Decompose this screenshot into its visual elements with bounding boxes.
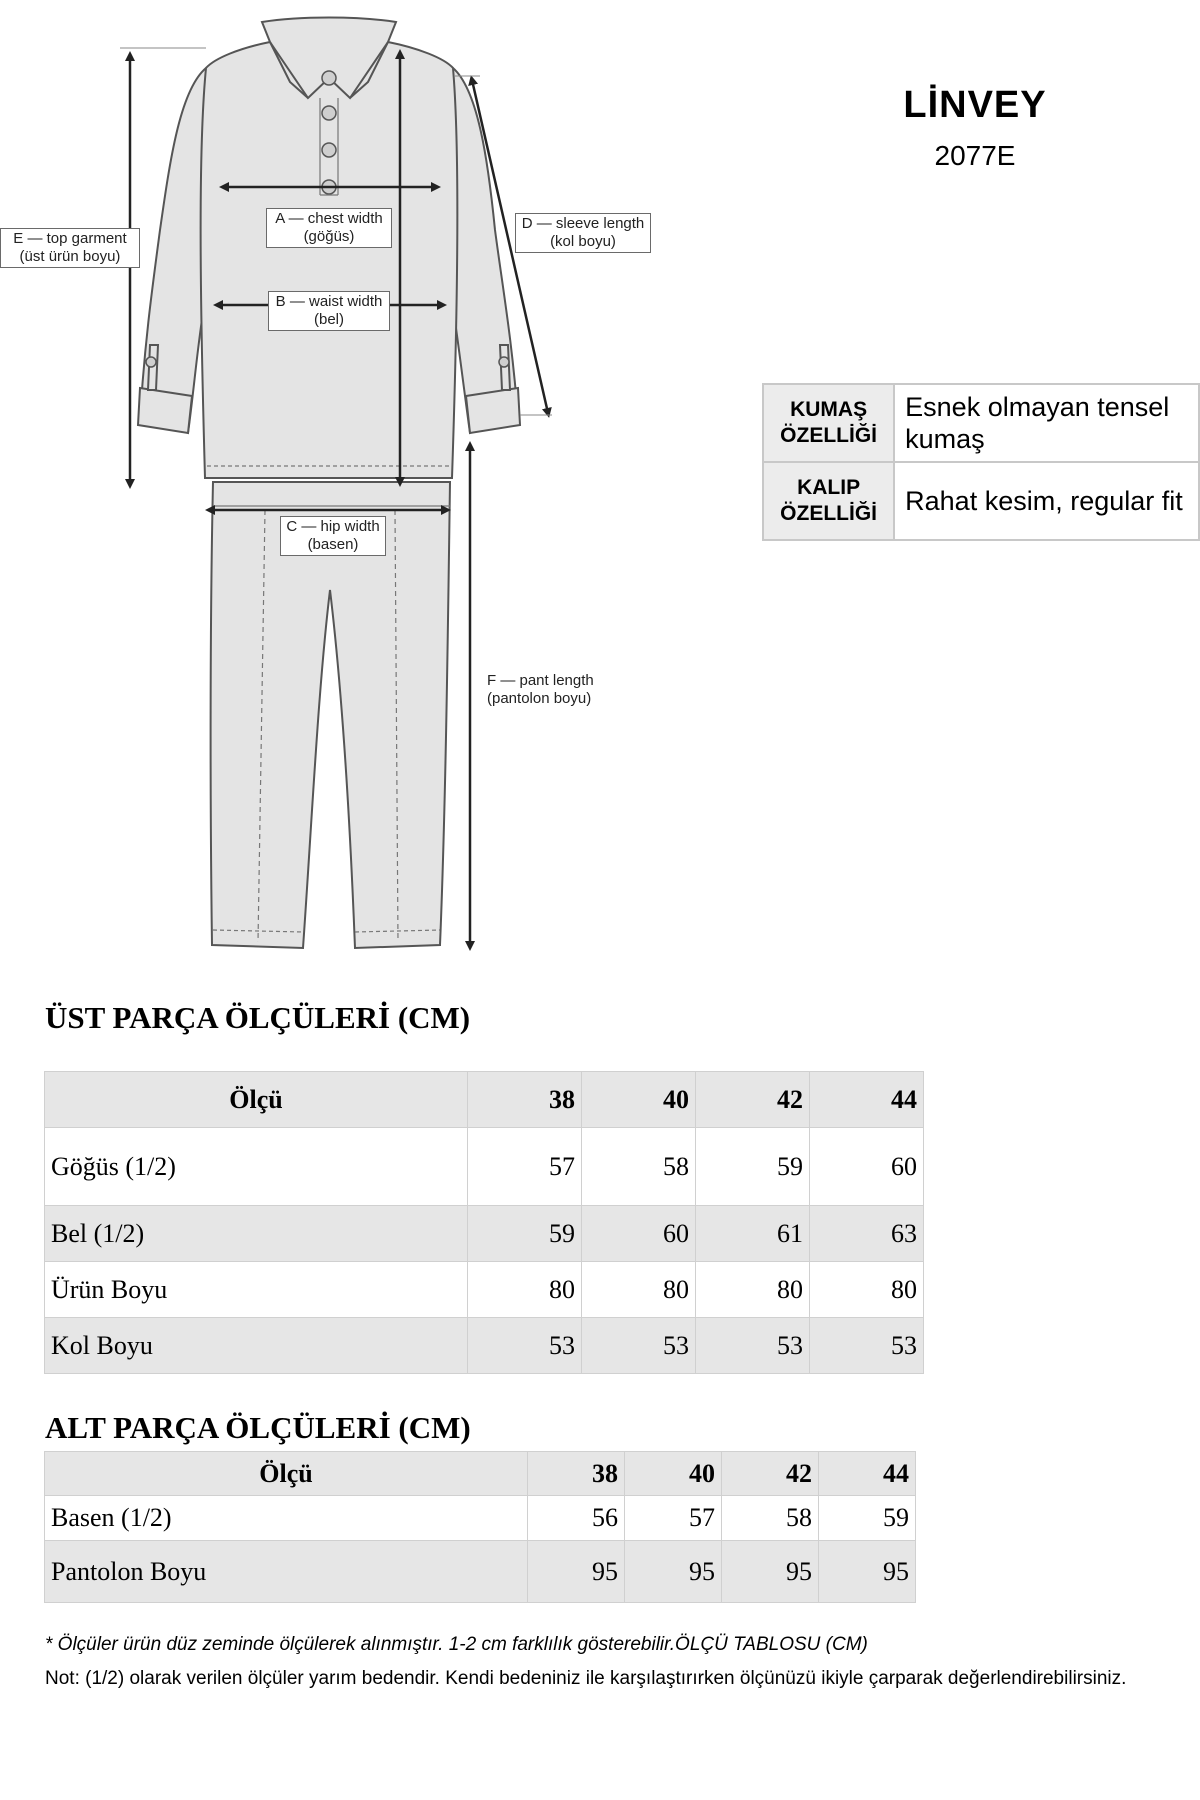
top-header-label: Ölçü: [45, 1072, 468, 1128]
top-header-size: 44: [810, 1072, 924, 1128]
top-garment-label: [0, 228, 140, 268]
row-value: 53: [468, 1318, 582, 1374]
bottom-header-label: Ölçü: [45, 1452, 528, 1496]
row-value: 80: [696, 1262, 810, 1318]
chest-width-label-line1: A — chest width: [275, 210, 383, 227]
spec-value-fit: Rahat kesim, regular fit: [894, 462, 1199, 540]
row-value: 60: [582, 1206, 696, 1262]
row-value: 59: [468, 1206, 582, 1262]
row-value: 57: [625, 1496, 722, 1541]
bottom-table-title: ALT PARÇA ÖLÇÜLERİ (CM): [45, 1410, 471, 1445]
spec-key-line2: ÖZELLİĞİ: [780, 502, 877, 525]
top-size-table: [44, 1071, 924, 1374]
spec-key-fit: [763, 462, 894, 540]
bottom-header-size: 40: [625, 1452, 722, 1496]
row-value: 53: [582, 1318, 696, 1374]
row-value: 95: [722, 1541, 819, 1603]
top-table-title: ÜST PARÇA ÖLÇÜLERİ (CM): [45, 1000, 471, 1035]
bottom-header-size: 38: [528, 1452, 625, 1496]
hip-width-label-line1: C — hip width: [286, 518, 380, 535]
bottom-header-size: 44: [819, 1452, 916, 1496]
sleeve-length-label-line1: D — sleeve length: [521, 215, 645, 232]
pant-length-label-line2: (pantolon boyu): [487, 690, 592, 707]
row-value: 58: [722, 1496, 819, 1541]
table-row: [45, 1262, 924, 1318]
spec-row-fabric: [763, 384, 1199, 462]
row-name: Basen (1/2): [45, 1496, 528, 1541]
table-row: [45, 1541, 916, 1603]
row-value: 56: [528, 1496, 625, 1541]
row-value: 59: [696, 1128, 810, 1206]
brand-name: LİNVEY: [903, 84, 1047, 126]
spec-value-fabric: Esnek olmayan tensel kumaş: [894, 384, 1199, 462]
spec-row-fit: [763, 462, 1199, 540]
spec-key-line2: ÖZELLİĞİ: [780, 424, 877, 447]
row-value: 59: [819, 1496, 916, 1541]
garment-diagram: [0, 0, 720, 980]
row-name: Göğüs (1/2): [45, 1128, 468, 1206]
spec-key-line1: KUMAŞ: [790, 398, 868, 421]
table-row: [45, 1206, 924, 1262]
model-code: 2077E: [934, 140, 1016, 171]
spec-key-fabric: [763, 384, 894, 462]
top-garment-label-line2: (üst ürün boyu): [19, 248, 121, 265]
spec-key-line1: KALIP: [797, 476, 861, 499]
table-row: [45, 1496, 916, 1541]
row-value: 53: [810, 1318, 924, 1374]
row-value: 63: [810, 1206, 924, 1262]
chest-width-label-line2: (göğüs): [303, 228, 355, 245]
table-row: [45, 1318, 924, 1374]
row-value: 80: [582, 1262, 696, 1318]
hip-width-label: [280, 516, 386, 556]
half-size-note: Not: (1/2) olarak verilen ölçüler yarım bedendir. Kendi bedeniniz ile karşılaştırırken ölçünüzü ikiyle çarparak değerlendirebilirsiniz.: [45, 1668, 1127, 1689]
row-value: 80: [468, 1262, 582, 1318]
row-name: Kol Boyu: [45, 1318, 468, 1374]
waist-width-label-line1: B — waist width: [275, 293, 383, 310]
pant-length-label-line1: F — pant length: [487, 672, 594, 689]
row-value: 95: [819, 1541, 916, 1603]
row-name: Pantolon Boyu: [45, 1541, 528, 1603]
top-header-size: 38: [468, 1072, 582, 1128]
waist-width-label: [268, 291, 390, 331]
bottom-size-table: [44, 1451, 916, 1603]
row-value: 61: [696, 1206, 810, 1262]
top-header-size: 42: [696, 1072, 810, 1128]
hip-width-label-line2: (basen): [307, 536, 359, 553]
row-value: 57: [468, 1128, 582, 1206]
top-header-size: 40: [582, 1072, 696, 1128]
pant-length-label: [487, 672, 594, 708]
spec-table: [762, 383, 1200, 541]
top-garment-label-line1: E — top garment: [13, 230, 127, 247]
row-name: Ürün Boyu: [45, 1262, 468, 1318]
row-name: Bel (1/2): [45, 1206, 468, 1262]
row-value: 60: [810, 1128, 924, 1206]
row-value: 53: [696, 1318, 810, 1374]
waist-width-label-line2: (bel): [313, 311, 344, 328]
row-value: 80: [810, 1262, 924, 1318]
chest-width-label: [266, 208, 392, 248]
bottom-table-header: [45, 1452, 916, 1496]
bottom-header-size: 42: [722, 1452, 819, 1496]
top-table-header: [45, 1072, 924, 1128]
table-row: [45, 1128, 924, 1206]
row-value: 58: [582, 1128, 696, 1206]
row-value: 95: [625, 1541, 722, 1603]
sleeve-length-label: [515, 213, 651, 253]
row-value: 95: [528, 1541, 625, 1603]
sleeve-length-label-line2: (kol boyu): [550, 233, 616, 250]
measurement-note: * Ölçüler ürün düz zeminde ölçülerek alınmıştır. 1-2 cm farklılık gösterebilir.ÖLÇÜ TABLOSU (CM): [45, 1634, 868, 1655]
